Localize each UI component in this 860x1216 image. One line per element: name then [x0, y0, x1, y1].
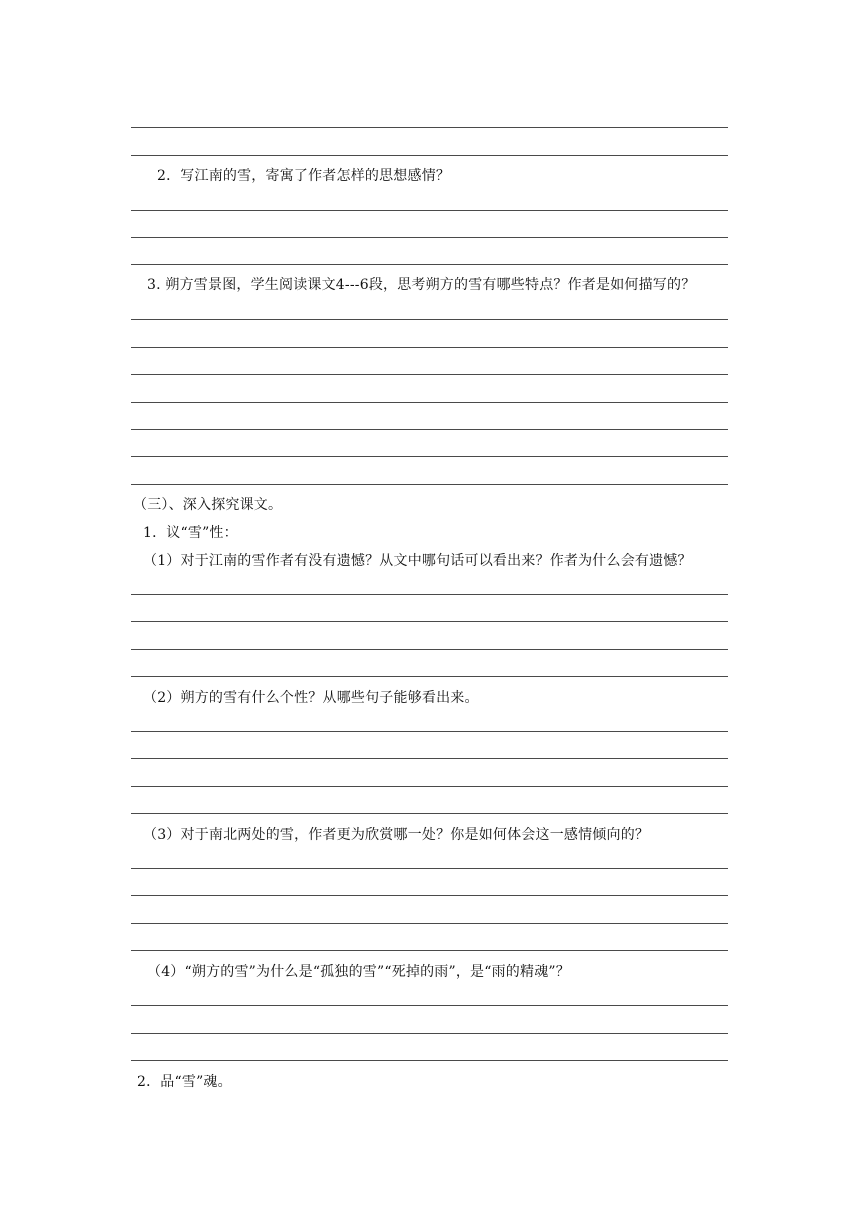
answer-line[interactable] — [131, 868, 728, 869]
answer-line[interactable] — [131, 319, 728, 320]
answer-line[interactable] — [131, 1005, 728, 1006]
answer-line[interactable] — [131, 649, 728, 650]
answer-line[interactable] — [131, 127, 728, 128]
answer-line[interactable] — [131, 1060, 728, 1061]
answer-line[interactable] — [131, 264, 728, 265]
sub-question-1: （1）对于江南的雪作者有没有遗憾？从文中哪句话可以看出来？作者为什么会有遗憾？ — [143, 553, 692, 569]
item-1-heading: 1．议“雪”性： — [143, 525, 238, 541]
question-3: 3. 朔方雪景图，学生阅读课文4---6段，思考朔方的雪有哪些特点？作者是如何描写的？ — [147, 277, 696, 293]
answer-line[interactable] — [131, 731, 728, 732]
answer-line[interactable] — [131, 950, 728, 951]
answer-line[interactable] — [131, 1033, 728, 1034]
sub-question-4: （4）“朔方的雪”为什么是“孤独的雪”“死掉的雨”，是“雨的精魂”？ — [147, 964, 570, 980]
answer-line[interactable] — [131, 895, 728, 896]
answer-line[interactable] — [131, 429, 728, 430]
answer-line[interactable] — [131, 237, 728, 238]
answer-line[interactable] — [131, 758, 728, 759]
answer-line[interactable] — [131, 374, 728, 375]
answer-line[interactable] — [131, 813, 728, 814]
question-2: 2．写江南的雪，寄寓了作者怎样的思想感情？ — [157, 168, 451, 184]
answer-line[interactable] — [131, 155, 728, 156]
answer-line[interactable] — [131, 594, 728, 595]
answer-line[interactable] — [131, 347, 728, 348]
answer-line[interactable] — [131, 786, 728, 787]
answer-line[interactable] — [131, 402, 728, 403]
answer-line[interactable] — [131, 923, 728, 924]
item-2-heading: 2．品“雪”魂。 — [137, 1074, 232, 1090]
answer-line[interactable] — [131, 621, 728, 622]
section-3-heading: （三）、深入探究课文。 — [133, 497, 283, 513]
answer-line[interactable] — [131, 210, 728, 211]
answer-line[interactable] — [131, 676, 728, 677]
answer-line[interactable] — [131, 484, 728, 485]
sub-question-2: （2）朔方的雪有什么个性？从哪些句子能够看出来。 — [143, 690, 479, 706]
sub-question-3: （3）对于南北两处的雪，作者更为欣赏哪一处？你是如何体会这一感情倾向的？ — [143, 827, 650, 843]
answer-line[interactable] — [131, 456, 728, 457]
